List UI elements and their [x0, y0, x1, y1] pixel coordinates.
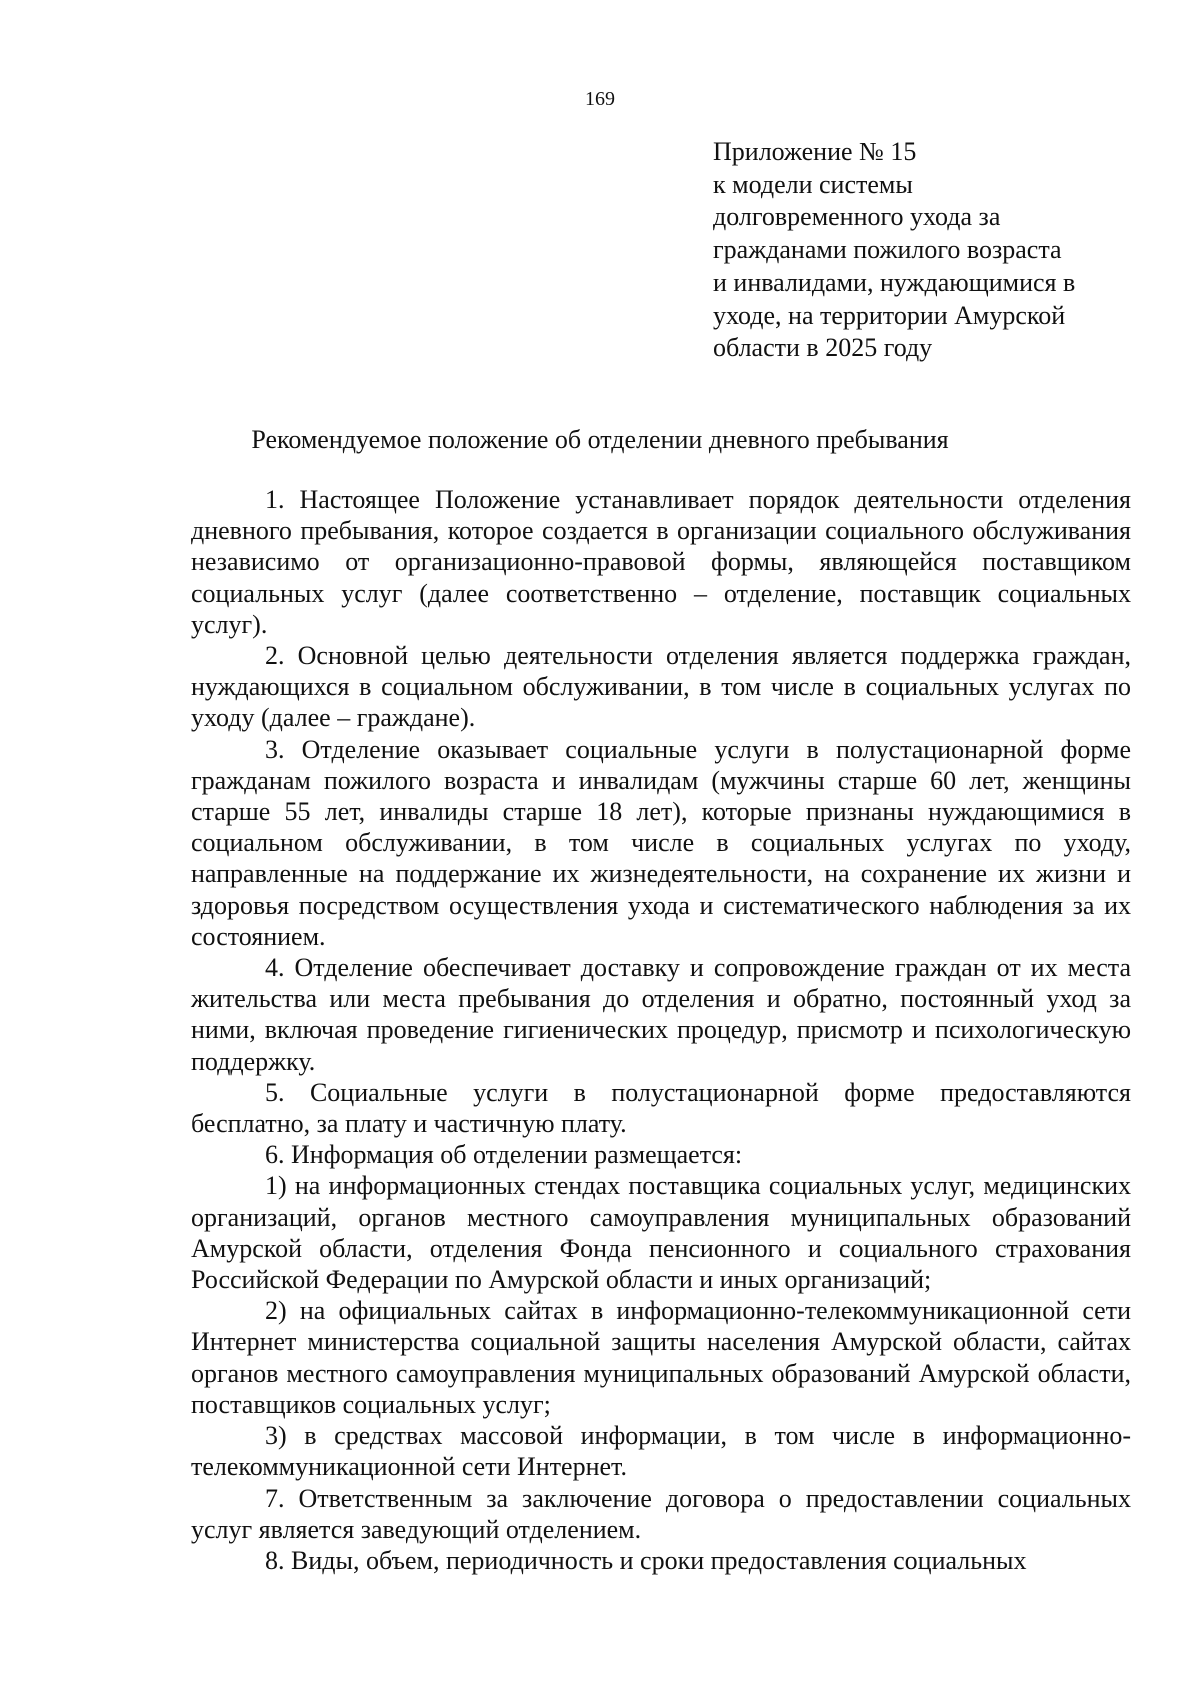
appendix-line: к модели системы [713, 169, 913, 199]
paragraph-8: 8. Виды, объем, периодичность и сроки предоставления социальных [265, 1545, 1027, 1575]
paragraph-3: 3. Отделение оказывает социальные услуги в полустационарной форме гражданам пожилого возраста и инвалидам (мужчины старше 60 лет, женщины старше 55 лет, инвалиды старше 18 лет), которые признаны нуждающимися в социальном обслуживании, в том числе в социальных услугах по уходу, направленные на поддержание их жизнедеятельности, на сохранение их жизни и здоровья посредством осуществления ухода и систематического наблюдения за их состоянием. [191, 734, 1131, 951]
paragraph-6: 6. Информация об отделении размещается: [265, 1140, 743, 1170]
paragraph-2: 2. Основной целью деятельности отделения является поддержка граждан, нуждающихся в социальном обслуживании, в том числе в социальных услугах по уходу (далее – граждане). [191, 641, 1131, 733]
appendix-line: области в 2025 году [713, 333, 933, 363]
appendix-header [713, 136, 1133, 365]
paragraph-5: 5. Социальные услуги в полустационарной форме предоставляются бесплатно, за плату и частичную плату. [191, 1077, 1131, 1139]
appendix-line: уходе, на территории Амурской [713, 300, 1066, 330]
document-title: Рекомендуемое положение об отделении дневного пребывания [251, 425, 949, 454]
page-number: 169 [585, 88, 615, 110]
paragraph-4: 4. Отделение обеспечивает доставку и сопровождение граждан от их места жительства или места пребывания до отделения и обратно, постоянный уход за ними, включая проведение гигиенических процедур, присмотр и психологическую поддержку. [191, 953, 1131, 1076]
document-body [191, 484, 1131, 1576]
paragraph-6-item-2: 2) на официальных сайтах в информационно-телекоммуникационной сети Интернет министерства социальной защиты населения Амурской области, сайтах органов местного самоуправления муниципальных образований Амурской области, поставщиков социальных услуг; [191, 1296, 1131, 1419]
appendix-line: долговременного ухода за [713, 202, 1001, 232]
appendix-line: и инвалидами, нуждающимися в [713, 267, 1076, 297]
paragraph-1: 1. Настоящее Положение устанавливает порядок деятельности отделения дневного пребывания, которое создается в организации социального обслуживания независимо от организационно-правовой формы, являющейся поставщиком социальных услуг (далее соответственно – отделение, поставщик социальных услуг). [191, 485, 1131, 639]
paragraph-6-item-3: 3) в средствах массовой информации, в том числе в информационно-телекоммуникационной сети Интернет. [191, 1421, 1131, 1482]
paragraph-6-item-1: 1) на информационных стендах поставщика социальных услуг, медицинских организаций, органов местного самоуправления муниципальных образований Амурской области, отделения Фонда пенсионного и социального страхования Российской Федерации по Амурской области и иных организаций; [191, 1171, 1131, 1295]
appendix-line: Приложение № 15 [713, 137, 917, 166]
appendix-line: гражданами пожилого возраста [713, 235, 1062, 265]
paragraph-7: 7. Ответственным за заключение договора о предоставлении социальных услуг является заведующий отделением. [191, 1483, 1131, 1544]
